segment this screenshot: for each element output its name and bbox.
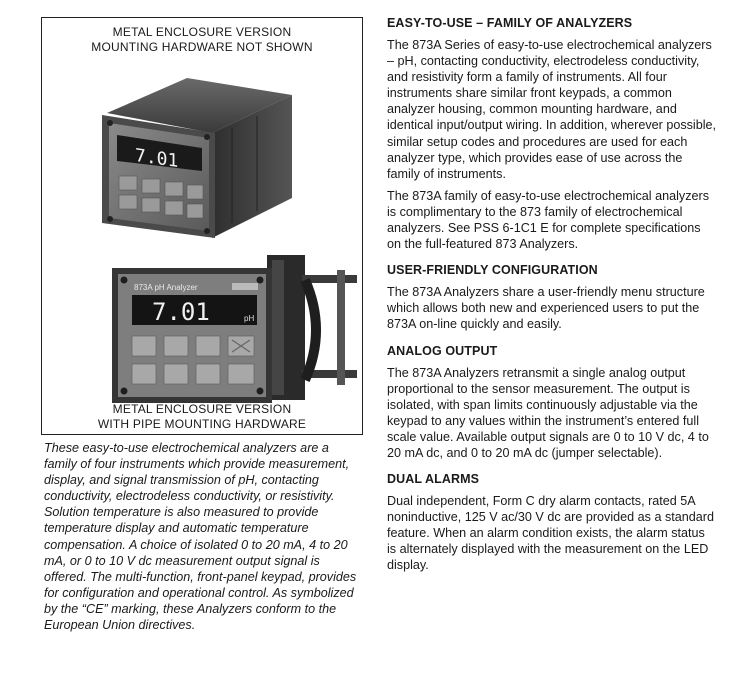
paragraph-configuration: The 873A Analyzers share a user-friendly menu structure which allows both new and experienced users to put the 873A on-line quickly and easily. xyxy=(387,285,705,332)
paragraph-dual-alarms: Dual independent, Form C dry alarm contacts, rated 5A noninductive, 125 V ac/30 V dc are provided as a standard feature. When an alarm condition exists, the alarm status is alternately displayed with the measurement on the LED display. xyxy=(387,494,714,573)
text-column xyxy=(387,15,717,580)
section-heading-configuration: USER-FRIENDLY CONFIGURATION xyxy=(387,263,598,278)
figure-caption-bottom: METAL ENCLOSURE VERSION WITH PIPE MOUNTING HARDWARE xyxy=(97,402,307,431)
display-readout: 7.01 xyxy=(135,145,179,173)
paragraph-analog-output: The 873A Analyzers retransmit a single analog output proportional to the sensor measurement. The output is isolated, with span limits continuously adjustable via the keypad to any values within the instrument’s entered full scale value. Available output signals are 0 to 10 V dc, 4 to 20 mA dc, and 0 to 20 mA dc (jumper selectable). xyxy=(387,365,709,460)
figure-description: These easy-to-use electrochemical analyzers are a family of four instruments which provide measurement, display, and signal transmission of pH, contacting conductivity, electrodeless conductivity, or resistivity. Solution temperature is also measured to provide temperature display and automatic temperature compensation. A choice of isolated 0 to 20 mA, 4 to 20 mA, or 0 to 10 V dc measurement output signal is offered. The multi-function, front-panel keypad, provides for configuration and operational control. As symbolized by the “CE” marking, these Analyzers conform to the European Union directives. xyxy=(44,441,357,633)
section-heading-analog-output: ANALOG OUTPUT xyxy=(387,343,498,358)
product-figure xyxy=(41,17,363,435)
paragraph-family-1: The 873A Series of easy-to-use electrochemical analyzers – pH, contacting conductivity, electrodeless conductivity, and resistivity form a family of instruments. All four instruments share similar front keypads, a common analyzer housing, common mounting hardware, and identical input/output wiring. In addition, wherever possible, similar setup codes and procedures are used for each analyzer type, which provides ease of use across the family of instruments. xyxy=(387,38,717,181)
display-readout-2: 7.01 xyxy=(152,298,210,326)
paragraph-family-2: The 873A family of easy-to-use electrochemical analyzers is complimentary to the 873 family of electrochemical analyzers. See PSS 6-1C1 E for complete specifications on the full-featured 873 Analyzers. xyxy=(387,188,709,252)
section-heading-family: EASY-TO-USE – FAMILY OF ANALYZERS xyxy=(387,16,633,30)
figure-caption-top: METAL ENCLOSURE VERSION MOUNTING HARDWARE NOT SHOWN xyxy=(91,25,313,54)
analyzer-photo-enclosure xyxy=(97,73,297,243)
section-heading-dual-alarms: DUAL ALARMS xyxy=(387,472,480,487)
analyzer-photo-pipe-mount xyxy=(112,250,362,410)
display-unit: pH xyxy=(244,314,255,323)
model-label: 873A pH Analyzer xyxy=(134,283,198,292)
